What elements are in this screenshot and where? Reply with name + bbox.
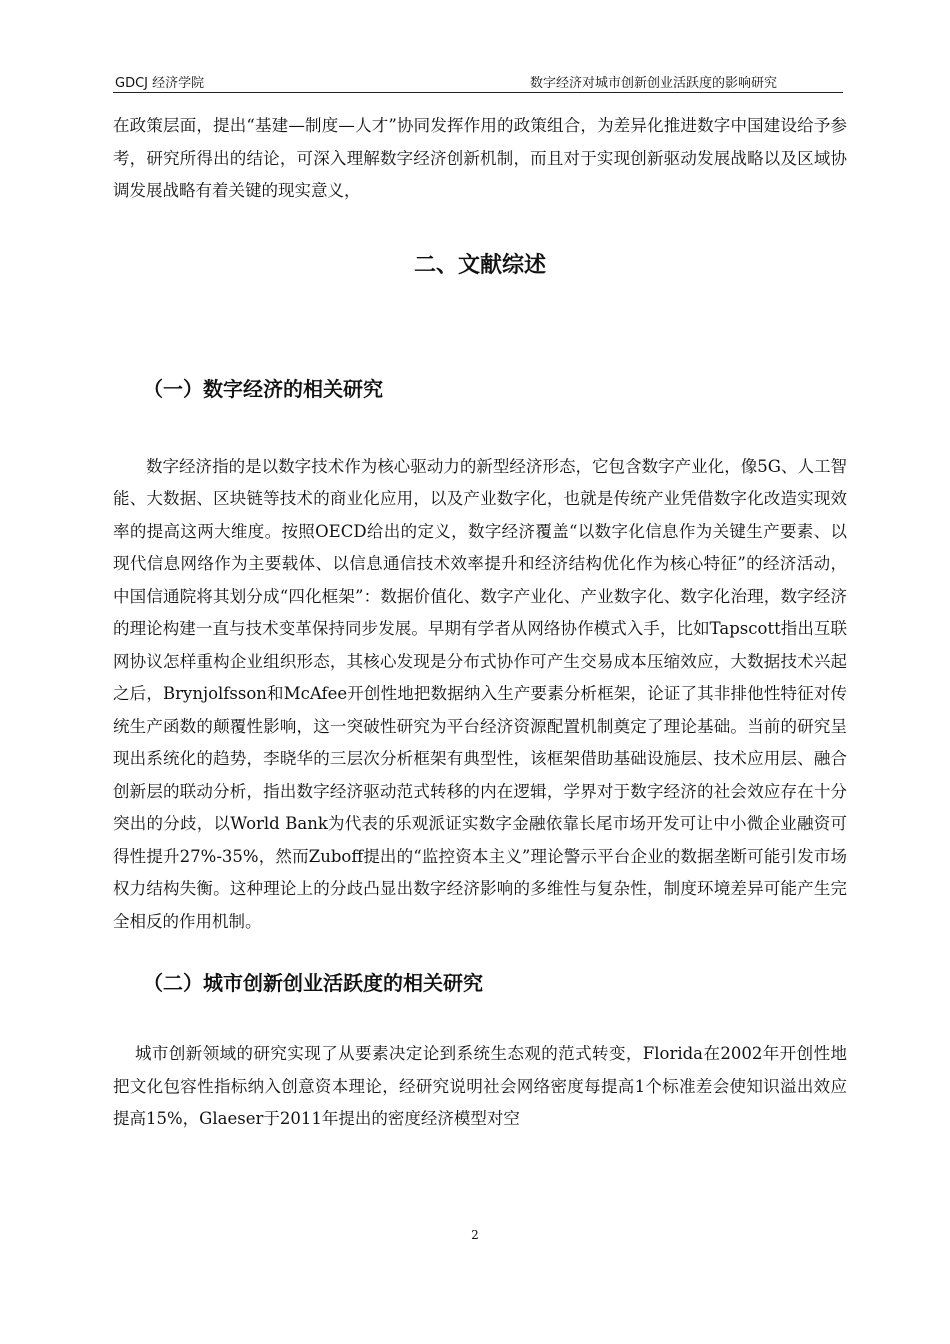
header-paper-title: 数字经济对城市创新创业活跃度的影响研究 — [529, 76, 777, 91]
subsection-2-title: （二）城市创新创业活跃度的相关研究 — [143, 971, 483, 995]
intro-paragraph: 在政策层面，提出“基建—制度—人才”协同发挥作用的政策组合，为差异化推进数字中国建设给予参考，研究所得出的结论，可深入理解数字经济创新机制，而且对于实现创新驱动发展战略以及区域协调发展战略有着关键的现实意义， — [113, 116, 847, 200]
page-header — [113, 70, 843, 93]
section-title: 二、文献综述 — [413, 252, 546, 278]
subsection-2-paragraph: 城市创新领域的研究实现了从要素决定论到系统生态观的范式转变，Florida在2002年开创性地把文化包容性指标纳入创意资本理论，经研究说明社会网络密度每提高1个标准差会使知识溢出效应提高15%，Glaeser于2011年提出的密度经济模型对空 — [113, 1044, 847, 1128]
page-number: 2 — [471, 1228, 479, 1242]
page-body — [113, 110, 847, 1136]
header-institution: GDCJ 经济学院 — [115, 76, 205, 91]
subsection-1-paragraph: 数字经济指的是以数字技术作为核心驱动力的新型经济形态，它包含数字产业化，像5G、人工智能、大数据、区块链等技术的商业化应用，以及产业数字化，也就是传统产业凭借数字化改造实现效率的提高这两大维度。按照OECD给出的定义，数字经济覆盖“以数字化信息作为关键生产要素、以现代信息网络作为主要载体、以信息通信技术效率提升和经济结构优化作为核心特征”的经济活动，中国信通院将其划分成“四化框架”：数据价值化、数字产业化、产业数字化、数字化治理，数字经济的理论构建一直与技术变革保持同步发展。早期有学者从网络协作模式入手，比如Tapscott指出互联网协议怎样重构企业组织形态，其核心发现是分布式协作可产生交易成本压缩效应，大数据技术兴起之后，Brynjolfsson和McAfee开创性地把数据纳入生产要素分析框架，论证了其非排他性特征对传统生产函数的颠覆性影响，这一突破性研究为平台经济资源配置机制奠定了理论基础。当前的研究呈现出系统化的趋势，李晓华的三层次分析框架有典型性，该框架借助基础设施层、技术应用层、融合创新层的联动分析，指出数字经济驱动范式转移的内在逻辑，学界对于数字经济的社会效应存在十分突出的分歧，以World Bank为代表的乐观派证实数字金融依靠长尾市场开发可让中小微企业融资可得性提升27%-35%，然而Zuboff提出的“监控资本主义”理论警示平台企业的数据垄断可能引发市场权力结构失衡。这种理论上的分歧凸显出数字经济影响的多维性与复杂性，制度环境差异可能产生完全相反的作用机制。 — [113, 456, 847, 931]
subsection-1-title: （一）数字经济的相关研究 — [143, 376, 383, 401]
